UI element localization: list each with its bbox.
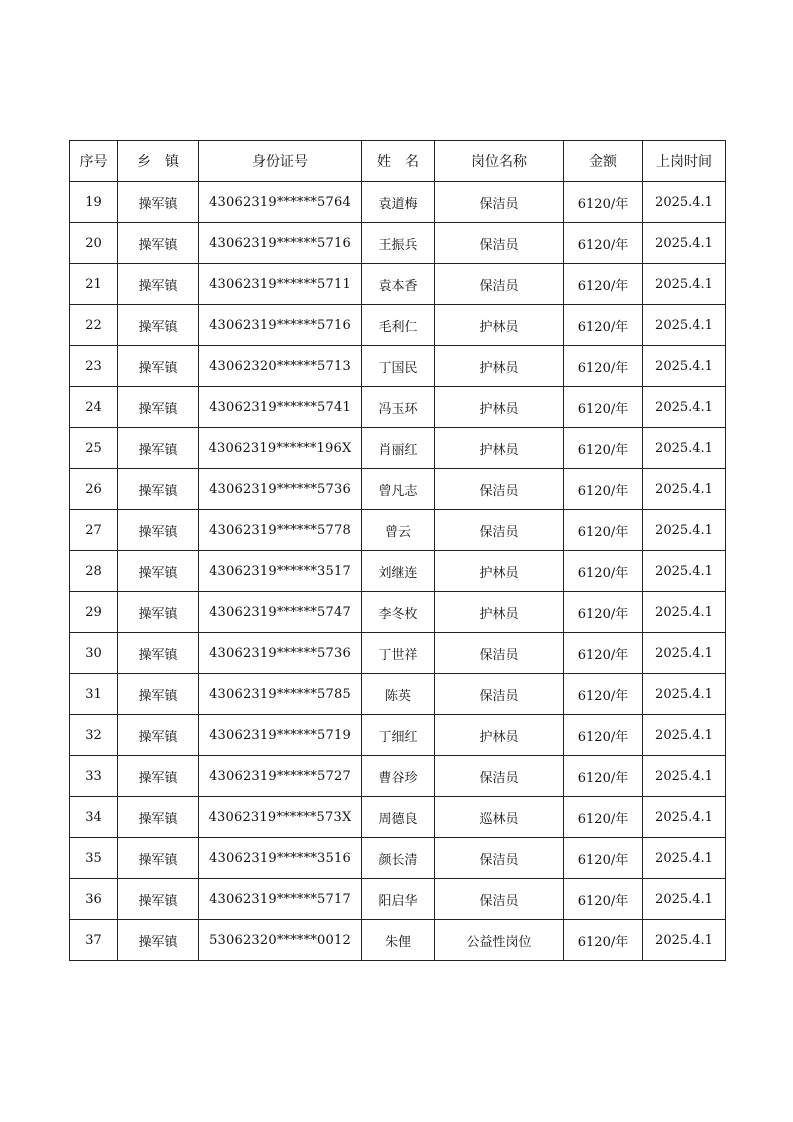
cell-id-number: 43062319******5747: [199, 592, 362, 633]
cell-town: 操军镇: [118, 633, 199, 674]
cell-id-number: 43062319******5711: [199, 264, 362, 305]
header-id-number: 身份证号: [199, 141, 362, 182]
cell-post: 护林员: [435, 305, 564, 346]
cell-id-number: 43062319******3517: [199, 551, 362, 592]
cell-amount: 6120/年: [564, 305, 643, 346]
cell-seq: 35: [70, 838, 118, 879]
cell-town: 操军镇: [118, 387, 199, 428]
cell-name: 阳启华: [362, 879, 435, 920]
cell-town: 操军镇: [118, 879, 199, 920]
cell-amount: 6120/年: [564, 182, 643, 223]
cell-name: 冯玉环: [362, 387, 435, 428]
cell-name: 曾云: [362, 510, 435, 551]
cell-id-number: 43062319******573X: [199, 797, 362, 838]
cell-id-number: 43062319******5727: [199, 756, 362, 797]
cell-town: 操军镇: [118, 551, 199, 592]
table-row: [70, 920, 726, 961]
cell-name: 朱俚: [362, 920, 435, 961]
cell-id-number: 43062319******5736: [199, 469, 362, 510]
table-row: [70, 264, 726, 305]
cell-amount: 6120/年: [564, 879, 643, 920]
cell-start-date: 2025.4.1: [643, 428, 726, 469]
cell-id-number: 43062319******5716: [199, 305, 362, 346]
cell-seq: 23: [70, 346, 118, 387]
cell-seq: 37: [70, 920, 118, 961]
table-header: [70, 141, 726, 182]
cell-post: 保洁员: [435, 633, 564, 674]
cell-start-date: 2025.4.1: [643, 592, 726, 633]
cell-start-date: 2025.4.1: [643, 264, 726, 305]
cell-post: 保洁员: [435, 264, 564, 305]
cell-start-date: 2025.4.1: [643, 756, 726, 797]
cell-seq: 20: [70, 223, 118, 264]
cell-amount: 6120/年: [564, 920, 643, 961]
cell-seq: 22: [70, 305, 118, 346]
cell-seq: 24: [70, 387, 118, 428]
cell-amount: 6120/年: [564, 797, 643, 838]
cell-amount: 6120/年: [564, 551, 643, 592]
cell-post: 保洁员: [435, 510, 564, 551]
cell-start-date: 2025.4.1: [643, 387, 726, 428]
cell-post: 公益性岗位: [435, 920, 564, 961]
table-row: [70, 428, 726, 469]
cell-post: 护林员: [435, 428, 564, 469]
cell-id-number: 43062319******5717: [199, 879, 362, 920]
cell-post: 保洁员: [435, 838, 564, 879]
cell-name: 丁国民: [362, 346, 435, 387]
table-row: [70, 674, 726, 715]
cell-id-number: 43062319******5719: [199, 715, 362, 756]
header-name: 姓 名: [362, 141, 435, 182]
table-row: [70, 879, 726, 920]
cell-town: 操军镇: [118, 920, 199, 961]
cell-amount: 6120/年: [564, 715, 643, 756]
cell-town: 操军镇: [118, 592, 199, 633]
cell-seq: 29: [70, 592, 118, 633]
header-start-date: 上岗时间: [643, 141, 726, 182]
cell-start-date: 2025.4.1: [643, 551, 726, 592]
table-row: [70, 756, 726, 797]
cell-post: 保洁员: [435, 182, 564, 223]
cell-seq: 26: [70, 469, 118, 510]
cell-seq: 30: [70, 633, 118, 674]
table-row: [70, 346, 726, 387]
cell-amount: 6120/年: [564, 264, 643, 305]
cell-id-number: 43062319******5716: [199, 223, 362, 264]
header-post: 岗位名称: [435, 141, 564, 182]
cell-seq: 34: [70, 797, 118, 838]
cell-post: 护林员: [435, 346, 564, 387]
cell-town: 操军镇: [118, 182, 199, 223]
cell-id-number: 43062319******5778: [199, 510, 362, 551]
cell-town: 操军镇: [118, 223, 199, 264]
table-row: [70, 592, 726, 633]
cell-post: 保洁员: [435, 756, 564, 797]
cell-seq: 27: [70, 510, 118, 551]
table-row: [70, 715, 726, 756]
cell-amount: 6120/年: [564, 346, 643, 387]
cell-post: 护林员: [435, 715, 564, 756]
cell-id-number: 43062319******5764: [199, 182, 362, 223]
table-row: [70, 838, 726, 879]
cell-town: 操军镇: [118, 428, 199, 469]
cell-name: 肖丽红: [362, 428, 435, 469]
table-row: [70, 223, 726, 264]
table-row: [70, 510, 726, 551]
cell-post: 护林员: [435, 592, 564, 633]
cell-amount: 6120/年: [564, 756, 643, 797]
table-row: [70, 551, 726, 592]
cell-town: 操军镇: [118, 756, 199, 797]
table-row: [70, 182, 726, 223]
cell-name: 陈英: [362, 674, 435, 715]
cell-start-date: 2025.4.1: [643, 797, 726, 838]
cell-amount: 6120/年: [564, 223, 643, 264]
cell-post: 保洁员: [435, 469, 564, 510]
cell-start-date: 2025.4.1: [643, 838, 726, 879]
cell-town: 操军镇: [118, 715, 199, 756]
cell-name: 周德良: [362, 797, 435, 838]
cell-amount: 6120/年: [564, 510, 643, 551]
cell-amount: 6120/年: [564, 838, 643, 879]
cell-name: 刘继连: [362, 551, 435, 592]
cell-town: 操军镇: [118, 674, 199, 715]
table-row: [70, 387, 726, 428]
cell-start-date: 2025.4.1: [643, 879, 726, 920]
cell-amount: 6120/年: [564, 469, 643, 510]
cell-name: 丁细红: [362, 715, 435, 756]
cell-town: 操军镇: [118, 838, 199, 879]
cell-start-date: 2025.4.1: [643, 305, 726, 346]
cell-id-number: 53062320******0012: [199, 920, 362, 961]
cell-start-date: 2025.4.1: [643, 346, 726, 387]
cell-start-date: 2025.4.1: [643, 182, 726, 223]
cell-id-number: 43062319******5741: [199, 387, 362, 428]
cell-start-date: 2025.4.1: [643, 510, 726, 551]
table-row: [70, 633, 726, 674]
cell-start-date: 2025.4.1: [643, 469, 726, 510]
cell-amount: 6120/年: [564, 428, 643, 469]
header-amount: 金额: [564, 141, 643, 182]
cell-name: 袁道梅: [362, 182, 435, 223]
cell-town: 操军镇: [118, 264, 199, 305]
cell-seq: 28: [70, 551, 118, 592]
cell-name: 曹谷珍: [362, 756, 435, 797]
cell-start-date: 2025.4.1: [643, 674, 726, 715]
cell-name: 王振兵: [362, 223, 435, 264]
table-row: [70, 469, 726, 510]
cell-seq: 25: [70, 428, 118, 469]
header-seq: 序号: [70, 141, 118, 182]
cell-name: 颜长清: [362, 838, 435, 879]
cell-seq: 36: [70, 879, 118, 920]
cell-post: 护林员: [435, 387, 564, 428]
cell-amount: 6120/年: [564, 387, 643, 428]
cell-name: 毛利仁: [362, 305, 435, 346]
cell-town: 操军镇: [118, 797, 199, 838]
cell-start-date: 2025.4.1: [643, 223, 726, 264]
header-row: [70, 141, 726, 182]
cell-seq: 21: [70, 264, 118, 305]
table-row: [70, 305, 726, 346]
cell-town: 操军镇: [118, 510, 199, 551]
cell-start-date: 2025.4.1: [643, 633, 726, 674]
cell-name: 曾凡志: [362, 469, 435, 510]
cell-amount: 6120/年: [564, 633, 643, 674]
cell-start-date: 2025.4.1: [643, 715, 726, 756]
personnel-table: [69, 140, 726, 961]
cell-post: 保洁员: [435, 223, 564, 264]
cell-town: 操军镇: [118, 346, 199, 387]
cell-post: 保洁员: [435, 674, 564, 715]
cell-id-number: 43062319******5736: [199, 633, 362, 674]
cell-name: 李冬枚: [362, 592, 435, 633]
cell-name: 袁本香: [362, 264, 435, 305]
cell-town: 操军镇: [118, 469, 199, 510]
cell-post: 保洁员: [435, 879, 564, 920]
header-town: 乡 镇: [118, 141, 199, 182]
cell-id-number: 43062319******3516: [199, 838, 362, 879]
cell-name: 丁世祥: [362, 633, 435, 674]
cell-start-date: 2025.4.1: [643, 920, 726, 961]
cell-seq: 32: [70, 715, 118, 756]
cell-id-number: 43062320******5713: [199, 346, 362, 387]
cell-id-number: 43062319******5785: [199, 674, 362, 715]
table-row: [70, 797, 726, 838]
cell-seq: 31: [70, 674, 118, 715]
table-body: [70, 182, 726, 961]
cell-seq: 19: [70, 182, 118, 223]
cell-amount: 6120/年: [564, 674, 643, 715]
cell-post: 护林员: [435, 551, 564, 592]
cell-post: 巡林员: [435, 797, 564, 838]
cell-seq: 33: [70, 756, 118, 797]
cell-town: 操军镇: [118, 305, 199, 346]
cell-id-number: 43062319******196X: [199, 428, 362, 469]
cell-amount: 6120/年: [564, 592, 643, 633]
